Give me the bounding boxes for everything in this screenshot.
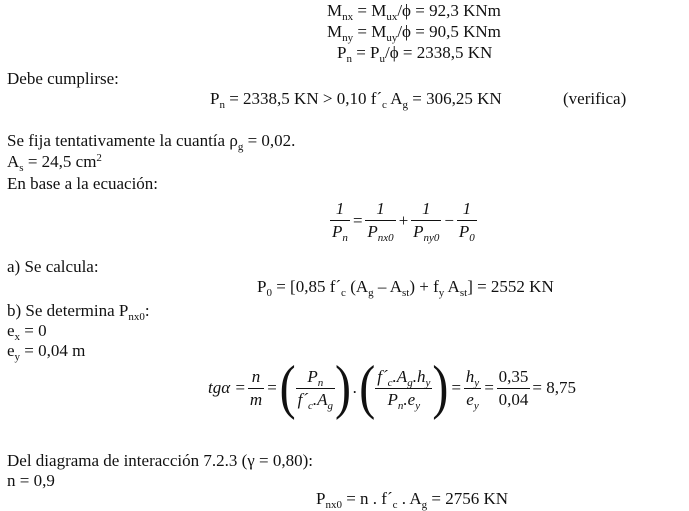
a-se-calcula-text: a) Se calcula: (7, 257, 99, 276)
tg-result: = 8,75 (532, 378, 577, 397)
n-value: n = 0,9 (7, 471, 55, 490)
del-diagrama-text: Del diagrama de interacción 7.2.3 (γ = 0,80): (7, 451, 313, 470)
pn-line: $P_n = P_u/\phi = 2338,5$ KN (337, 43, 493, 65)
pnx0-equation: $P_{nx0} = n$ . $f´_c$ . $A_g = 2756$ KN (316, 489, 509, 511)
tg-alpha-equation: tgα = $\frac{n}{m}$ =( $\frac{P_n}{f´_c.A_g}$ ) .( $\frac{f´_c.A_g.h_y}{P_n.e_y}$ ) = $\frac{h_y}{e_y}$ = $\frac{0,35}{0,04}$ = 8,75 (208, 354, 577, 421)
en-base-text: En base a la ecuación: (7, 174, 159, 193)
as-text: $A_s = 24,5$ $cm^2$ (7, 152, 102, 174)
tg-den-value: 0,04 (498, 389, 529, 409)
cuantia-text: Se fija tentativamente la cuantía $\rho_g = 0,02$. (7, 131, 296, 153)
reciprocal-equation: $\frac{1}{P_n}$ = $\frac{1}{P_{nx0}}$ + $\frac{1}{P_{ny0}}$ − $\frac{1}{P_0}$ (332, 199, 475, 244)
check-equation: $P_n = 2338,5$ KN > 0,10 $f´_c$ $A_g = 306,25$ KN (210, 89, 502, 111)
verifica-note: (verifica) (563, 89, 627, 108)
mnx-line: $M_{nx} = M_{ux}/\phi = 92,3$ KNm (327, 1, 501, 23)
debe-cumplirse-text: Debe cumplirse: (7, 69, 119, 88)
ey-value: $e_y = 0,04$ m (7, 341, 86, 363)
b-se-determina-text: b) Se determina $P_{nx0}$: (7, 301, 150, 323)
tg-num-value: 0,35 (497, 366, 531, 389)
ex-value: $e_x = 0$ (7, 321, 47, 343)
mny-line: $M_{ny} = M_{uy}/\phi = 90,5$ KNm (327, 22, 501, 44)
p0-equation: $P_0 = [0,85$ $f´_c$ $(A_g - A_{st}) + f_y$ $A_{st}] = 2552$ KN (257, 277, 554, 299)
